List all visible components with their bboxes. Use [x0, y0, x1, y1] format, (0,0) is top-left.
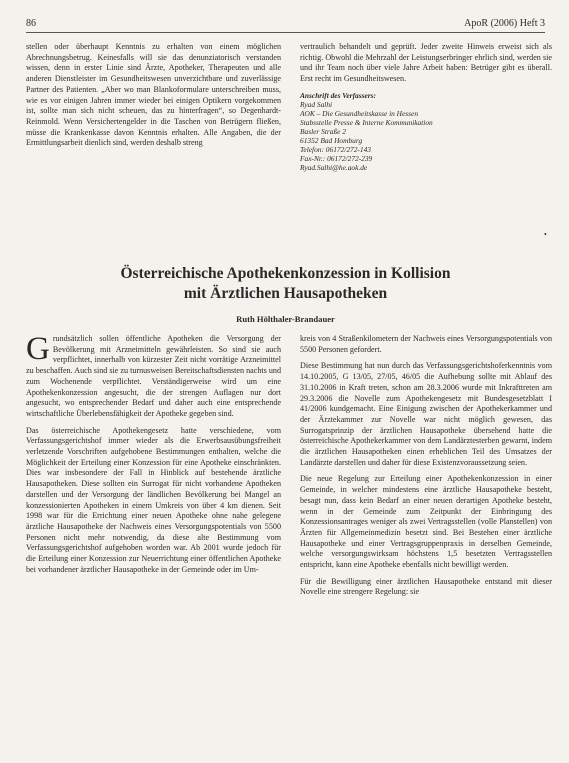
address-heading: Anschrift des Verfassers:: [300, 90, 376, 100]
previous-article-right-column: [300, 42, 552, 172]
article-title: [26, 264, 545, 304]
running-header: [26, 18, 545, 33]
paragraph: kreis von 4 Straßenkilometern der Nachweis eines Versorgungspotentials von 5500 Personen gefordert.: [300, 334, 552, 354]
page-number: 86: [26, 18, 36, 29]
address-line: Basler Straße 2: [300, 126, 346, 136]
paragraph: stellen oder überhaupt Kenntnis zu erhalten von einem möglichen Abrechnungsbetrug. Keinesfalls will sie das denunziatorisch verstanden wissen, denn in erster Linie sind Ärzte, Apotheker, Therapeuten und alle anderen Dienstleister im Gesundheitswesen unverzichtbare und zuverlässige Partner des Patienten. „Aber wo man Blankoformulare unterschreiben muss, wie es vor einigen Jahren immer wieder bei einigen Optikern vorgekommen ist, sollte man sich nicht scheuen, das zu hinterfragen“, so Degenhardt-Reinmold. Wenn Versichertengelder in die Taschen von Betrügern fließen, müsse die Krankenkasse davon Kenntnis erhalten. Alle Angaben, die der Ermittlungsarbeit dienlich sind, werden deshalb streng: [26, 42, 281, 148]
paragraph: vertraulich behandelt und geprüft. Jeder zweite Hinweis erweist sich als richtig. Obwohl die Mehrzahl der Leistungserbringer ehrlich sind, werden sie und ihr Team noch über viele Jahre Arbeit haben: Betrüger gibt es überall. Erst recht im Gesundheitswesen.: [300, 42, 552, 84]
paragraph: [26, 331, 281, 420]
address-line: AOK – Die Gesundheitskasse in Hessen: [300, 108, 419, 118]
journal-issue: ApoR (2006) Heft 3: [464, 18, 545, 29]
paragraph: Das österreichische Apothekengesetz hatte verschiedene, vom Verfassungsgerichtshof immer wieder als die Erwerbsausübungsfreiheit verletzende Vorschriften aufgehobene Bestimmungen enthalten, welche die Möglichkeit der Erteilung einer Konzession für eine Apotheke einschränkten. Dies war insbesondere der Fall in Hinblick auf bestehende ärztliche Hausapotheken. Diese sollten ein Surrogat für nicht vorhandene Apotheken darstellen und der Versorgung der ländlichen Bevölkerung bei Mangel an konzessionierten Apotheken in einem Umkreis von über 4 km dienen. Seit 1998 war für die Errichtung einer neuen Apotheke ohne nahe gelegene ärztliche Hausapotheke der Nachweis eines Versorgungspotentials von 5500 Personen nicht mehr notwendig, da diese alte Bestimmung vom Verfassungsgerichtshof aufgehoben worden war. Ab 2001 wurde jedoch für die Erteilung einer Konzession zur Neuerrichtung einer öffentlichen Apotheke bei vorhandener ärztlicher Hausapotheke in der Gemeinde oder im Um-: [26, 425, 281, 574]
title-line: mit Ärztlichen Hausapotheken: [183, 285, 388, 302]
author-address: [300, 91, 552, 172]
article-left-column: [26, 331, 281, 575]
address-line: Fax-Nr.: 06172/272-239: [300, 153, 373, 163]
paragraph: Diese Bestimmung hat nun durch das Verfassungsgerichtshoferkenntnis vom 14.10.2005, G 13/05, 27/05, 46/05 die Aufhebung sollte mit Ablauf des 31.10.2006 in Kraft treten, schon am 28.3.2006 wurde mit Inkrafttreten am 29.3.2006 die Novelle zum Apothekengesetz mit Bundesgesetzblatt I 41/2006 kundgemacht. Eine Einigung zwischen der Apothekerkammer und der Ärztekammer zur Novelle war nicht möglich gewesen, das Surrogatsprinzip der ärztlichen Hausapotheke übersehend hatte die österreichische Apothekerkammer von dem Landärztesterben gewarnt, indem die ärztlichen Hausapotheken einen erheblichen Teil des Umsatzes der Landärzte darstellen und daher für diese Existenzvoraussetzung seien.: [300, 361, 552, 467]
address-line: Telefon: 06172/272-143: [300, 144, 371, 154]
paragraph-text: rundsätzlich sollen öffentliche Apotheken die Versorgung der Bevölkerung mit Arzneimitteln gewährleisten. So sind sie auch verpflichtet, innerhalb von kürzester Zeit nicht vorrätige Arzneimittel zu beschaffen. Auch sind sie zu turnusweisen Bereitschaftsdiensten nachts und zum Wochenende verpflichtet. Verständigerweise wird um eine Apothekenkonzession angesucht, die der strengen Auflagen nur dort angesucht, wo entsprechender Bedarf und daher auch eine entsprechende wirtschaftliche Überlebensfähigkeit der Apotheke gegeben sind.: [26, 334, 281, 418]
address-line: Ryad Salhi: [300, 99, 333, 109]
email-link[interactable]: Ryad.Salhi@he.aok.de: [300, 162, 368, 172]
address-line: Stabsstelle Presse & Interne Kommunikation: [300, 117, 433, 127]
article-right-column: [300, 334, 552, 598]
drop-cap: G: [26, 331, 50, 367]
paragraph: Für die Bewilligung einer ärztlichen Hausapotheke entstand mit dieser Novelle eine strengere Regelung: sie: [300, 576, 552, 597]
paragraph: Die neue Regelung zur Erteilung einer Apothekenkonzession in einer Gemeinde, in welcher mindestens eine ärztliche Hausapotheke besteht, besagt nun, dass kein Bedarf an einer neuen derartigen Apotheke besteht, wenn in der Gemeinde zum Zeitpunkt der Einbringung des Konzessionsantrages weniger als zwei Vertragsstellen (volle Planstellen) von Ärzten für Allgemeinmedizin besetzt sind. Bei Bestehen einer ärztliche Hausapotheke und einer Vertragsgruppenpraxis in derselben Gemeinde, welche versorgungswirksam höchstens 1,5 besetzten Vertragsstellen entspricht, kann eine Apotheke ebenfalls nicht bewilligt werden.: [300, 474, 552, 570]
end-of-article-mark: •: [544, 230, 547, 239]
address-line: 61352 Bad Homburg: [300, 135, 363, 145]
article-author: Ruth Hölthaler-Brandauer: [236, 314, 335, 324]
previous-article-left-column: [26, 42, 281, 149]
title-line: Österreichische Apothekenkonzession in Kollision: [120, 265, 451, 282]
